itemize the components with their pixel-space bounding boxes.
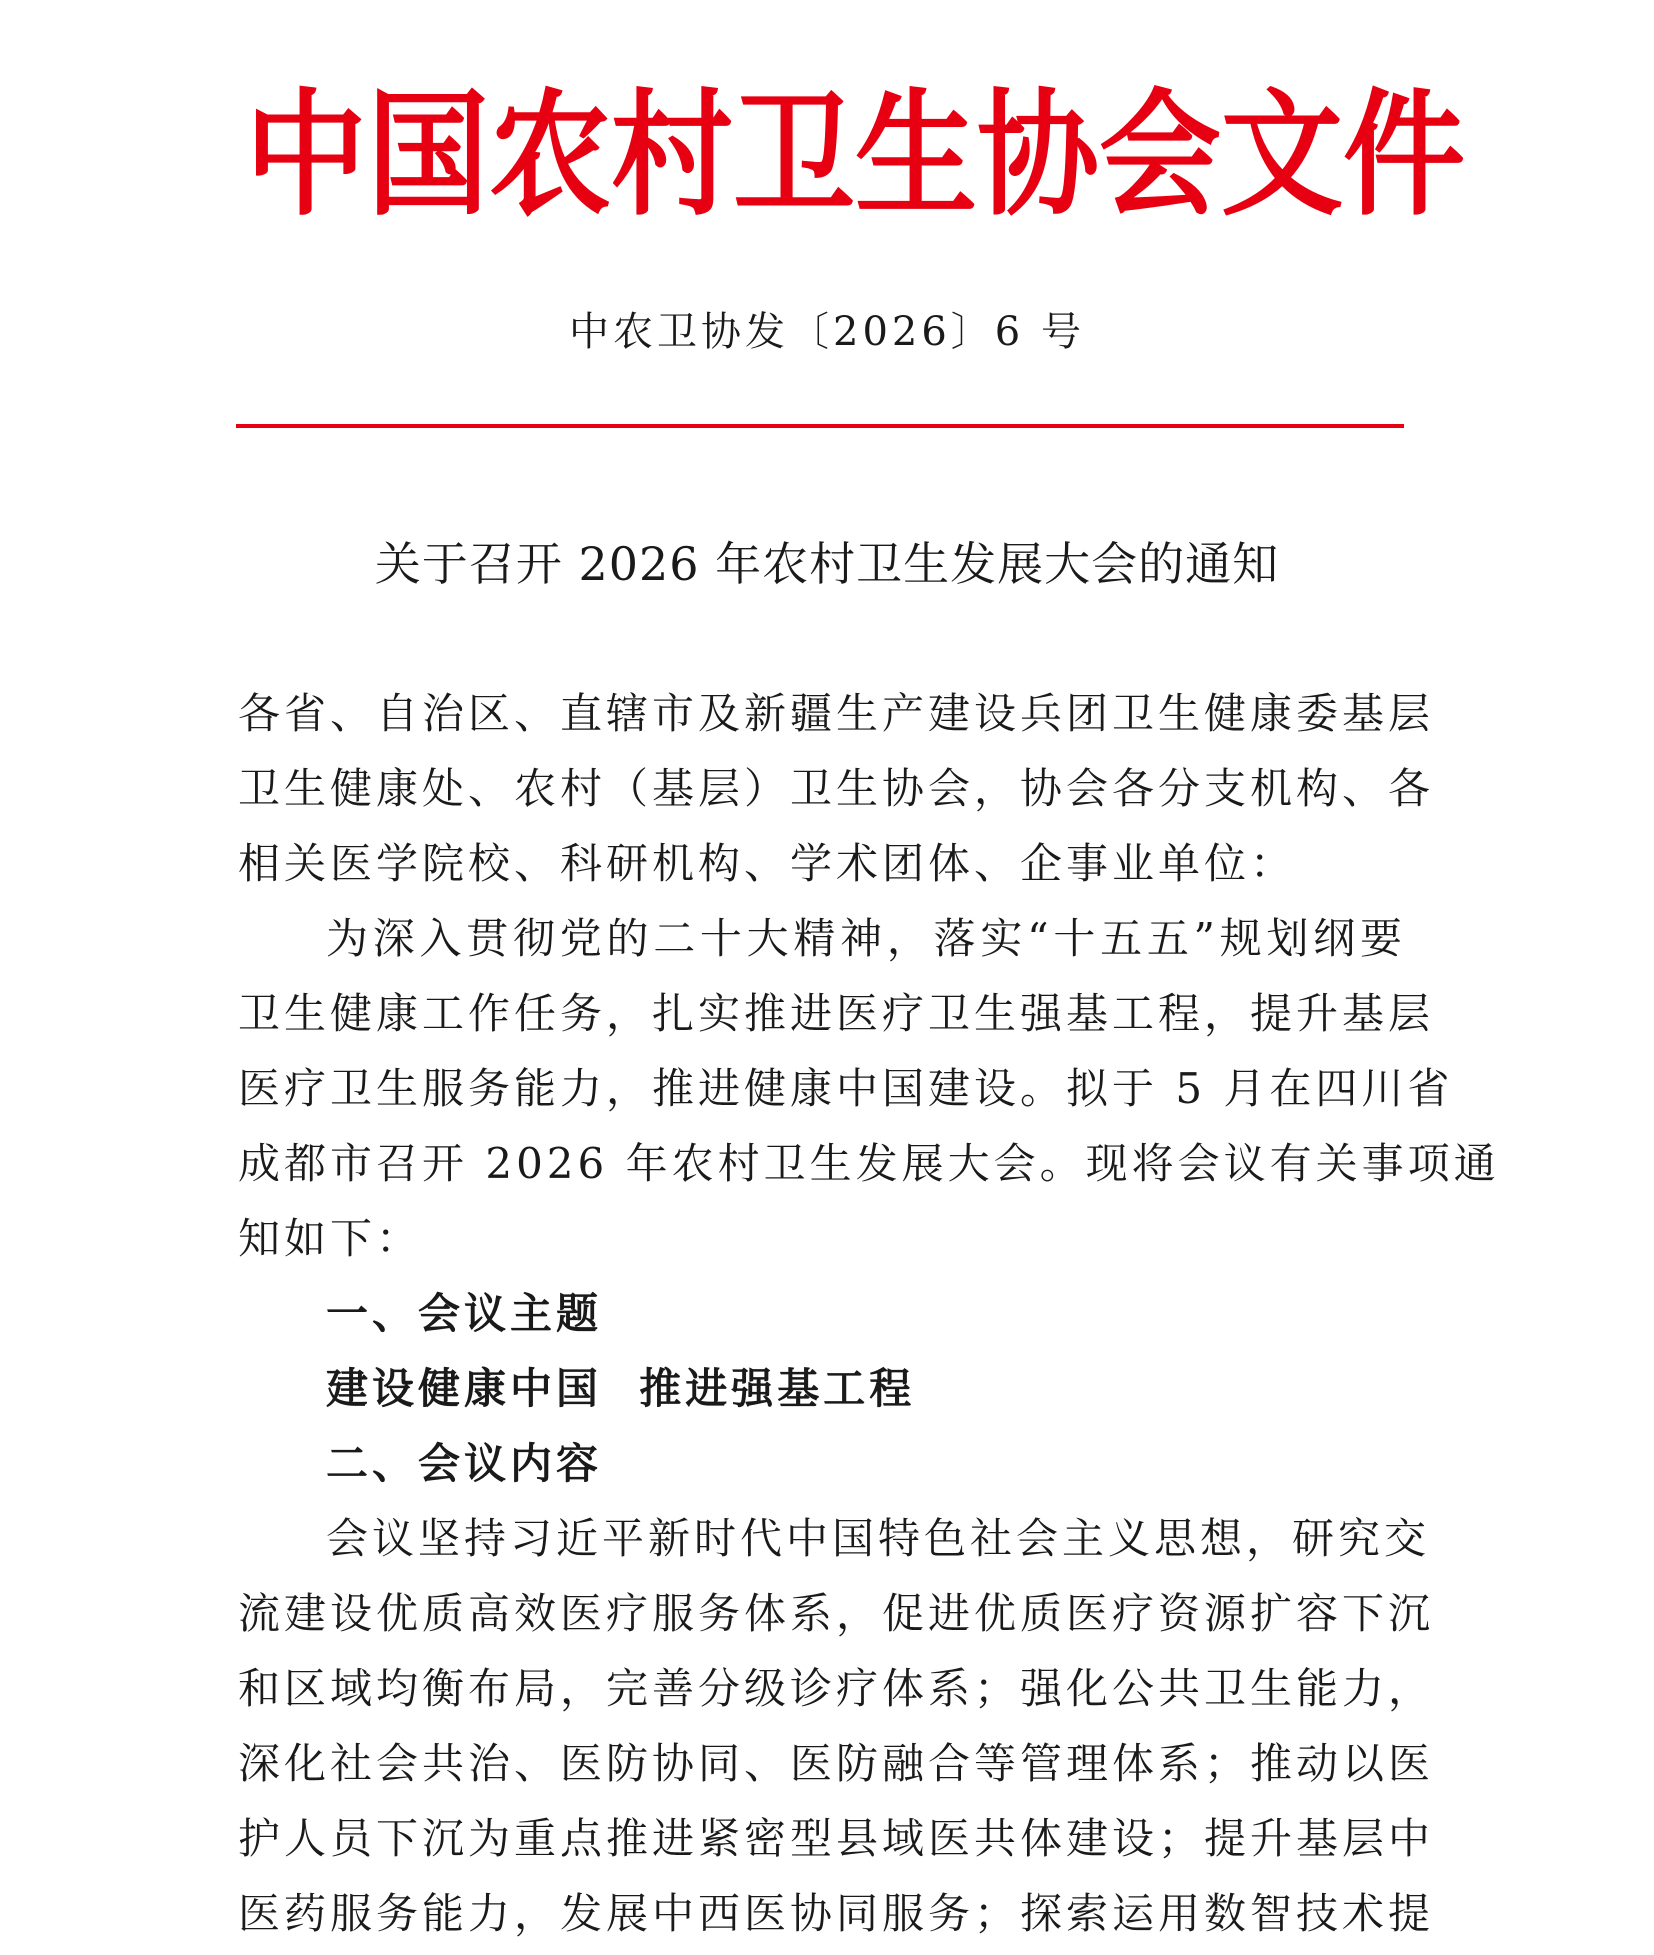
document-number: 中农卫协发〔2026〕6 号 — [569, 309, 1085, 355]
content-line: 深化社会共治、医防协同、医防融合等管理体系；推动以医 — [238, 1739, 1435, 1788]
intro-line: 成都市召开 2026 年农村卫生发展大会。现将会议有关事项通 — [238, 1139, 1500, 1188]
addressee-line: 卫生健康处、农村（基层）卫生协会，协会各分支机构、各 — [238, 764, 1435, 813]
content-line: 和区域均衡布局，完善分级诊疗体系；强化公共卫生能力， — [238, 1664, 1435, 1713]
intro-line: 医疗卫生服务能力，推进健康中国建设。拟于 5 月在四川省 — [238, 1064, 1454, 1113]
masthead-title-text: 中国农村卫生协会文件 — [245, 77, 1465, 235]
notice-title: 关于召开 2026 年农村卫生发展大会的通知 — [374, 537, 1280, 591]
red-separator-rule — [236, 424, 1404, 428]
masthead-title — [220, 62, 1490, 235]
intro-line: 卫生健康工作任务，扎实推进医疗卫生强基工程，提升基层 — [238, 989, 1435, 1038]
addressee-line: 各省、自治区、直辖市及新疆生产建设兵团卫生健康委基层 — [238, 689, 1435, 738]
section-heading-content: 二、会议内容 — [326, 1439, 603, 1488]
content-line: 流建设优质高效医疗服务体系，促进优质医疗资源扩容下沉 — [238, 1589, 1435, 1638]
intro-line: 知如下： — [238, 1214, 423, 1263]
intro-line: 为深入贯彻党的二十大精神，落实“十五五”规划纲要 — [326, 914, 1406, 963]
meeting-theme: 建设健康中国 推进强基工程 — [326, 1364, 916, 1413]
masthead-title-graphic — [220, 62, 1490, 235]
content-line: 会议坚持习近平新时代中国特色社会主义思想，研究交 — [326, 1514, 1431, 1563]
notice-body — [238, 676, 1500, 1951]
addressee-line: 相关医学院校、科研机构、学术团体、企事业单位： — [238, 839, 1297, 888]
content-line: 护人员下沉为重点推进紧密型县域医共体建设；提升基层中 — [238, 1814, 1435, 1863]
content-line: 医药服务能力，发展中西医协同服务；探索运用数智技术提 — [238, 1889, 1435, 1938]
section-heading-theme: 一、会议主题 — [326, 1289, 603, 1338]
